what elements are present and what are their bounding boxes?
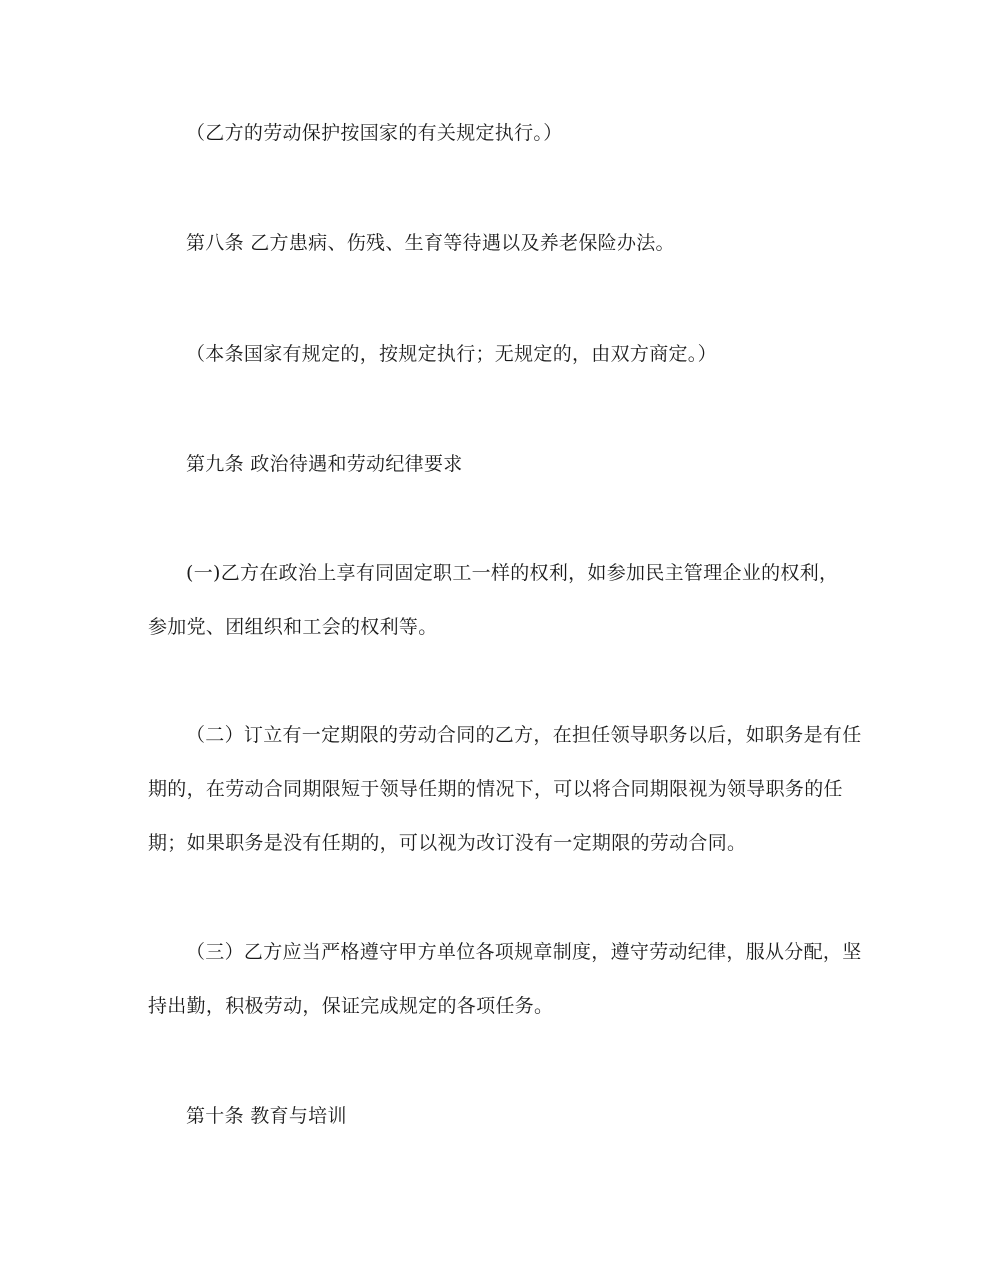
paragraph-9-1-line-2: 参加党、团组织和工会的权利等。 [148, 616, 438, 638]
paragraph-9-3-line-1: （三）乙方应当严格遵守甲方单位各项规章制度，遵守劳动纪律，服从分配，坚 [186, 941, 862, 963]
paragraph-9-3-line-2: 持出勤，积极劳动，保证完成规定的各项任务。 [148, 995, 554, 1017]
paragraph-9-2-line-3: 期；如果职务是没有任期的，可以视为改订没有一定期限的劳动合同。 [148, 832, 747, 854]
paragraph-9-1-line-1: (一)乙方在政治上享有同固定职工一样的权利，如参加民主管理企业的权利， [186, 562, 839, 584]
paragraph-article-8-note: （本条国家有规定的，按规定执行；无规定的，由双方商定。） [186, 343, 717, 365]
paragraph-labor-protection: （乙方的劳动保护按国家的有关规定执行。） [186, 122, 563, 144]
paragraph-9-2-line-2: 期的，在劳动合同期限短于领导任期的情况下，可以将合同期限视为领导职务的任 [148, 778, 843, 800]
article-9-heading: 第九条 政治待遇和劳动纪律要求 [186, 453, 463, 475]
article-8-heading: 第八条 乙方患病、伤残、生育等待遇以及养老保险办法。 [186, 232, 675, 254]
paragraph-9-2-line-1: （二）订立有一定期限的劳动合同的乙方，在担任领导职务以后，如职务是有任 [186, 724, 862, 746]
article-10-heading: 第十条 教育与培训 [186, 1105, 347, 1127]
